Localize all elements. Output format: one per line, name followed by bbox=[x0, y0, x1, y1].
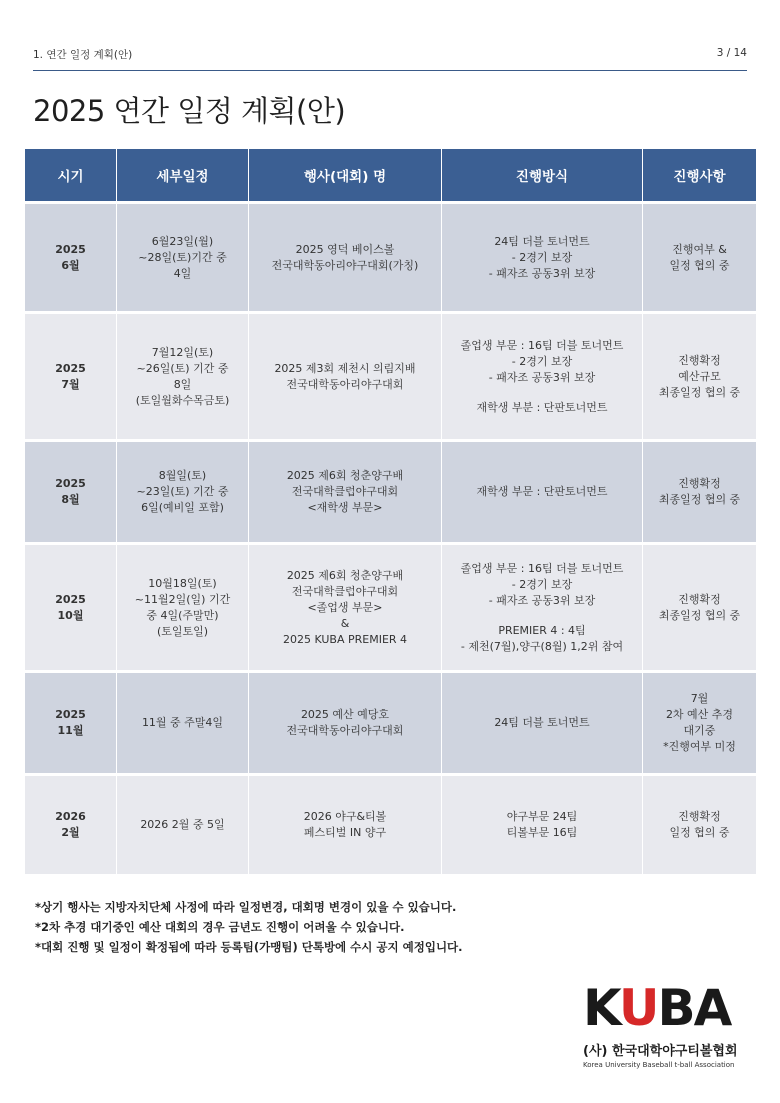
cell-line: 진행확정 bbox=[678, 477, 721, 490]
cell-line: 2025 영덕 베이스볼 bbox=[295, 242, 395, 256]
cell-line: 2025 제6회 청춘양구배 bbox=[286, 469, 404, 482]
cell-line: & bbox=[340, 616, 350, 630]
cell-line: 전국대학클럽야구대회 bbox=[291, 584, 399, 598]
cell-line: 8일 bbox=[173, 377, 192, 391]
cell-line: 11월 중 주말4일 bbox=[141, 716, 224, 729]
table-row bbox=[25, 544, 757, 672]
cell-line: 10월18일(토) bbox=[148, 576, 217, 590]
status-cell bbox=[643, 203, 757, 313]
cell-line: 최종일정 협의 중 bbox=[658, 608, 741, 622]
cell-line: ~28일(토)기간 중 bbox=[138, 250, 227, 264]
note-line: *2차 추경 대기중인 예산 대회의 경우 금년도 진행이 어려울 수 있습니다. bbox=[35, 920, 405, 934]
schedule-table bbox=[24, 149, 757, 877]
cell-line: 재학생 부문 : 단판토너먼트 bbox=[476, 485, 608, 498]
cell-line: 2025 제6회 청춘양구배 bbox=[286, 568, 404, 582]
cell-line: 2025 KUBA PREMIER 4 bbox=[282, 632, 408, 646]
cell-line: 2025 bbox=[55, 361, 86, 375]
cell-line: 2025 예산 예당호 bbox=[300, 708, 390, 721]
event-cell bbox=[249, 775, 442, 876]
cell-line: 11월 bbox=[57, 724, 84, 737]
page-title: 2025 연간 일정 계획(안) bbox=[33, 94, 346, 128]
status-cell bbox=[643, 441, 757, 544]
detail-cell bbox=[117, 672, 249, 775]
cell-line: ~26일(토) 기간 중 bbox=[136, 361, 229, 375]
cell-line: 4일 bbox=[173, 266, 192, 280]
table-row bbox=[25, 672, 757, 775]
logo-english-name: Korea University Baseball t-ball Association bbox=[583, 1061, 735, 1069]
cell-line: (토일토일) bbox=[156, 624, 209, 638]
period-cell bbox=[25, 672, 117, 775]
event-cell bbox=[249, 441, 442, 544]
cell-line: 진행확정 bbox=[678, 810, 721, 823]
logo-wordmark bbox=[583, 979, 731, 1037]
cell-line: 진행확정 bbox=[678, 353, 721, 367]
cell-line: 24팀 더블 토너먼트 bbox=[494, 716, 590, 729]
column-header: 행사(대회) 명 bbox=[249, 149, 442, 203]
logo-letter-u: U bbox=[618, 979, 658, 1037]
page-number: 3 / 14 bbox=[716, 47, 747, 59]
note-line: *대회 진행 및 일정이 확정됨에 따라 등록팀(가맹팀) 단톡방에 수시 공지 예정입니다. bbox=[35, 940, 463, 954]
method-cell bbox=[442, 313, 643, 441]
cell-line: 8월일(토) bbox=[158, 469, 207, 482]
detail-cell bbox=[117, 544, 249, 672]
cell-line: 전국대학동아리야구대회 bbox=[286, 377, 404, 391]
table-body bbox=[25, 203, 757, 876]
cell-line: 6일(예비일 포함) bbox=[141, 501, 224, 514]
cell-line: 10월 bbox=[57, 608, 84, 622]
cell-line: 2026 bbox=[55, 810, 86, 823]
cell-line: 2025 bbox=[55, 708, 86, 721]
notes bbox=[35, 897, 463, 957]
column-header: 시기 bbox=[25, 149, 117, 203]
cell-line: 2025 제3회 제천시 의림지배 bbox=[274, 361, 416, 375]
cell-line: 7월12일(토) bbox=[151, 345, 214, 359]
cell-line: 예산규모 bbox=[678, 369, 721, 383]
table-row bbox=[25, 775, 757, 876]
cell-line: 8월 bbox=[61, 493, 80, 506]
cell-line: ~23일(토) 기간 중 bbox=[136, 485, 229, 498]
period-cell bbox=[25, 203, 117, 313]
table-header-row bbox=[25, 149, 757, 203]
cell-line: 7월 bbox=[61, 377, 80, 391]
status-cell bbox=[643, 313, 757, 441]
event-cell bbox=[249, 203, 442, 313]
method-cell bbox=[442, 775, 643, 876]
cell-line: 2025 bbox=[55, 242, 86, 256]
period-cell bbox=[25, 441, 117, 544]
cell-line: 24팀 더블 토너먼트 bbox=[494, 234, 590, 248]
column-header: 진행사항 bbox=[643, 149, 757, 203]
cell-line: <재학생 부문> bbox=[307, 501, 383, 514]
cell-line: 2025 bbox=[55, 477, 86, 490]
table-row bbox=[25, 203, 757, 313]
cell-line: 일정 협의 중 bbox=[669, 826, 730, 839]
status-cell bbox=[643, 672, 757, 775]
cell-line: 7월 bbox=[690, 692, 709, 705]
cell-line: 2026 야구&티볼 bbox=[303, 810, 387, 823]
cell-line: 일정 협의 중 bbox=[669, 258, 730, 272]
table-row bbox=[25, 313, 757, 441]
cell-line: 졸업생 부문 : 16팀 더블 토너먼트 bbox=[460, 561, 624, 575]
period-cell bbox=[25, 313, 117, 441]
note-line: *상기 행사는 지방자치단체 사정에 따라 일정변경, 대회명 변경이 있을 수 있습니다. bbox=[35, 900, 457, 914]
method-cell bbox=[442, 672, 643, 775]
cell-line: <졸업생 부문> bbox=[307, 600, 383, 614]
cell-line: 진행여부 & bbox=[672, 242, 727, 256]
cell-line: - 제천(7월),양구(8월) 1,2위 참여 bbox=[460, 639, 624, 653]
method-cell bbox=[442, 544, 643, 672]
logo-korean-name: (사) 한국대학야구티볼협회 bbox=[583, 1044, 738, 1059]
table-row bbox=[25, 441, 757, 544]
detail-cell bbox=[117, 441, 249, 544]
cell-line: - 2경기 보장 bbox=[511, 354, 573, 368]
column-header: 세부일정 bbox=[117, 149, 249, 203]
spacer bbox=[446, 386, 638, 400]
kuba-logo bbox=[583, 979, 748, 1073]
cell-line: 전국대학동아리야구대회(가칭) bbox=[271, 258, 419, 272]
cell-line: 최종일정 협의 중 bbox=[658, 493, 741, 506]
detail-cell bbox=[117, 203, 249, 313]
cell-line: (토일월화수목금토) bbox=[135, 393, 230, 407]
cell-line: 티볼부문 16팀 bbox=[506, 826, 578, 839]
logo-letter-k: K bbox=[583, 979, 619, 1037]
method-cell bbox=[442, 203, 643, 313]
cell-line: - 2경기 보장 bbox=[511, 250, 573, 264]
cell-line: 중 4일(주말만) bbox=[146, 608, 219, 622]
cell-line: 대기중 bbox=[683, 724, 716, 737]
method-cell bbox=[442, 441, 643, 544]
cell-line: - 2경기 보장 bbox=[511, 577, 573, 591]
column-header: 진행방식 bbox=[442, 149, 643, 203]
cell-line: 야구부문 24팀 bbox=[506, 810, 578, 823]
cell-line: 페스티벌 IN 양구 bbox=[303, 826, 387, 839]
cell-line: 졸업생 부문 : 16팀 더블 토너먼트 bbox=[460, 338, 624, 352]
status-cell bbox=[643, 775, 757, 876]
cell-line: 2월 bbox=[61, 826, 80, 839]
cell-line: PREMIER 4 : 4팀 bbox=[498, 623, 586, 637]
detail-cell bbox=[117, 313, 249, 441]
cell-line: 전국대학동아리야구대회 bbox=[286, 724, 404, 737]
event-cell bbox=[249, 672, 442, 775]
spacer bbox=[446, 609, 638, 623]
cell-line: ~11월2일(일) 기간 bbox=[134, 592, 231, 606]
cell-line: - 패자조 공동3위 보장 bbox=[488, 593, 596, 607]
page-header bbox=[33, 44, 747, 71]
breadcrumb: 1. 연간 일정 계획(안) bbox=[33, 49, 133, 61]
cell-line: 최종일정 협의 중 bbox=[658, 385, 741, 399]
status-cell bbox=[643, 544, 757, 672]
logo-letters-ba: BA bbox=[657, 979, 731, 1037]
cell-line: 2026 2월 중 5일 bbox=[140, 818, 225, 831]
cell-line: 재학생 부분 : 단판토너먼트 bbox=[476, 400, 608, 414]
cell-line: 6월 bbox=[61, 258, 80, 272]
cell-line: 2025 bbox=[55, 592, 86, 606]
event-cell bbox=[249, 544, 442, 672]
period-cell bbox=[25, 775, 117, 876]
cell-line: 전국대학클럽야구대회 bbox=[291, 485, 399, 498]
event-cell bbox=[249, 313, 442, 441]
cell-line: 진행확정 bbox=[678, 592, 721, 606]
cell-line: *진행여부 미정 bbox=[663, 740, 736, 753]
cell-line: - 패자조 공동3위 보장 bbox=[488, 370, 596, 384]
cell-line: 6월23일(월) bbox=[151, 234, 214, 248]
period-cell bbox=[25, 544, 117, 672]
detail-cell bbox=[117, 775, 249, 876]
cell-line: - 패자조 공동3위 보장 bbox=[488, 266, 596, 280]
cell-line: 2차 예산 추경 bbox=[665, 708, 734, 721]
